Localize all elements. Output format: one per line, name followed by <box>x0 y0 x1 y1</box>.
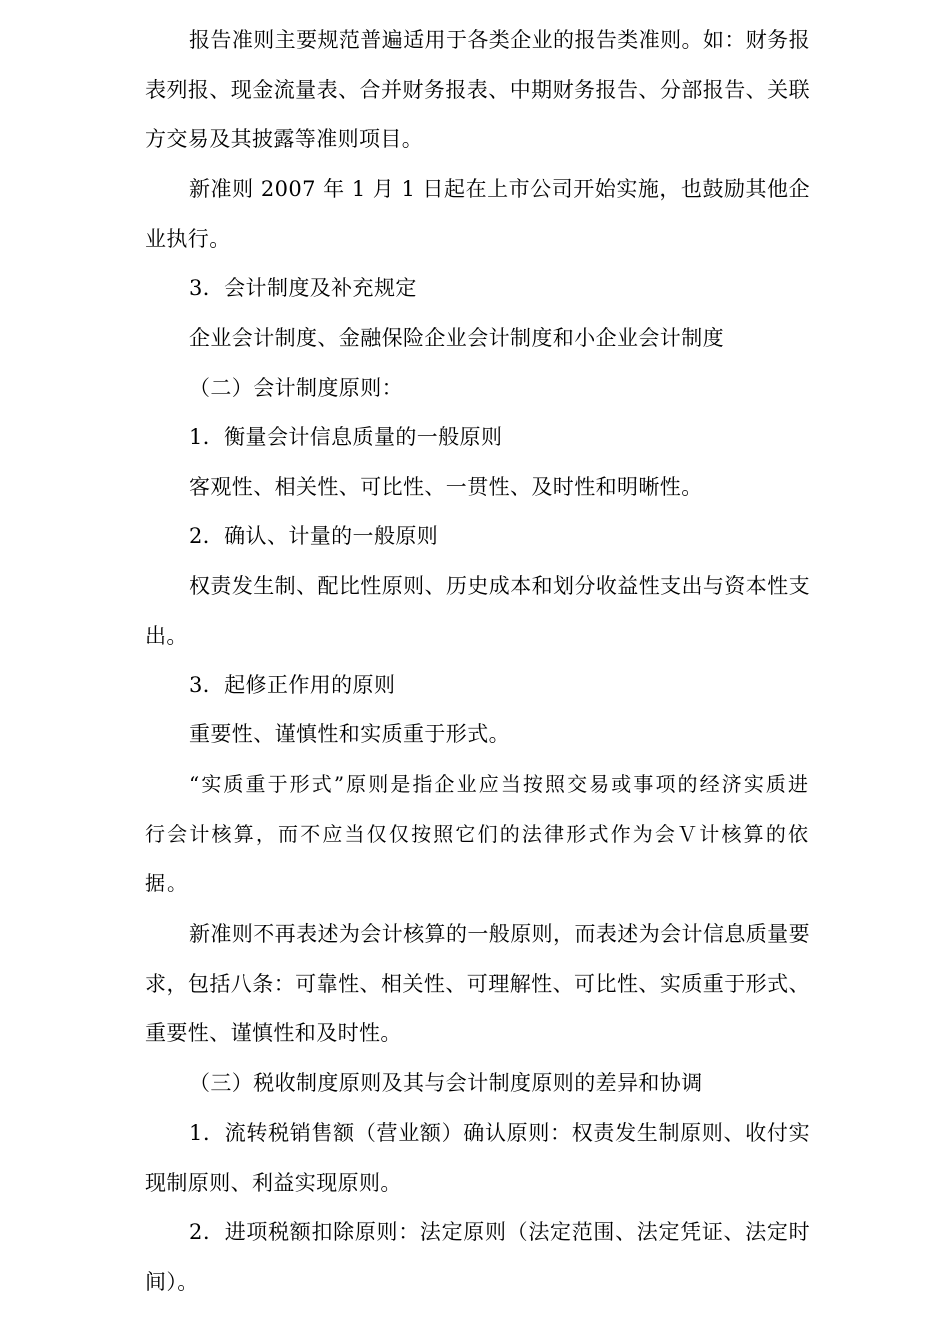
paragraph-recognition-list: 权责发生制、配比性原则、历史成本和划分收益性支出与资本性支出。 <box>145 574 810 648</box>
paragraph-eight-requirements: 新准则不再表述为会计核算的一般原则，而表述为会计信息质量要求，包括八条：可靠性、相关性、可理解性、可比性、实质重于形式、重要性、谨慎性和及时性。 <box>145 922 810 1045</box>
paragraph-modifying-list: 重要性、谨慎性和实质重于形式。 <box>189 722 510 746</box>
paragraph-accounting-systems: 企业会计制度、金融保险企业会计制度和小企业会计制度 <box>189 326 724 350</box>
heading-tax-principles: （三）税收制度原则及其与会计制度原则的差异和协调 <box>189 1071 703 1095</box>
heading-modifying-principles: 3．起修正作用的原则 <box>189 673 396 697</box>
heading-recognition-measurement: 2．确认、计量的一般原则 <box>189 524 439 548</box>
paragraph-substance-over-form: “实质重于形式”原则是指企业应当按照交易或事项的经济实质进行会计核算，而不应当仅仅按照它们的法律形式作为会Ｖ计核算的依据。 <box>145 772 810 895</box>
heading-info-quality-principles: 1．衡量会计信息质量的一般原则 <box>189 425 503 449</box>
paragraph-report-standards: 报告准则主要规范普遍适用于各类企业的报告类准则。如：财务报表列报、现金流量表、合并财务报表、中期财务报告、分部报告、关联方交易及其披露等准则项目。 <box>145 28 810 151</box>
heading-accounting-system-rules: 3．会计制度及补充规定 <box>189 276 417 300</box>
heading-accounting-principles: （二）会计制度原则： <box>189 376 403 400</box>
paragraph-input-tax-deduction: 2．进项税额扣除原则：法定原则（法定范围、法定凭证、法定时间）。 <box>145 1220 810 1294</box>
paragraph-turnover-tax-principles: 1．流转税销售额（营业额）确认原则：权责发生制原则、收付实现制原则、利益实现原则。 <box>145 1121 810 1195</box>
paragraph-new-standards-implementation: 新准则 2007 年 1 月 1 日起在上市公司开始实施，也鼓励其他企业执行。 <box>145 177 810 251</box>
paragraph-quality-list: 客观性、相关性、可比性、一贯性、及时性和明晰性。 <box>189 475 703 499</box>
